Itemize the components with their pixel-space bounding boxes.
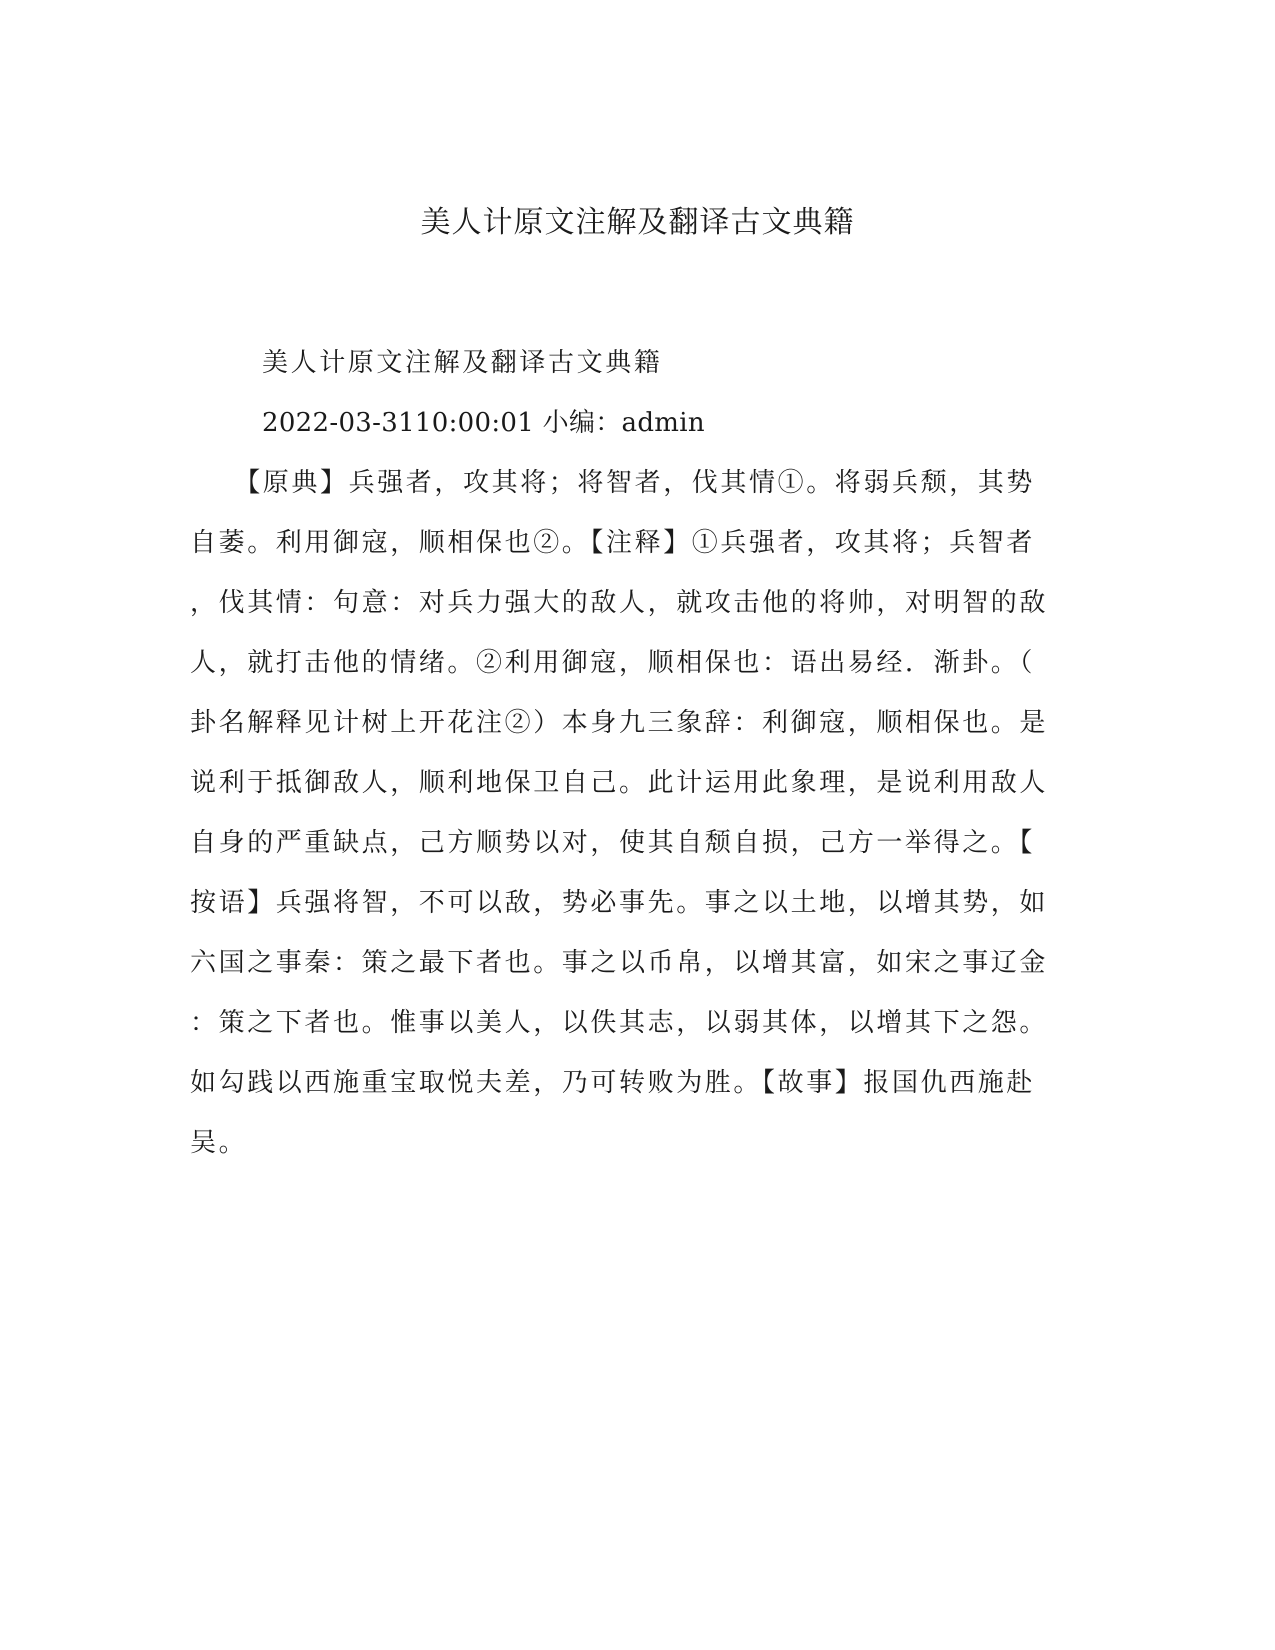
text-line: 按语】兵强将智，不可以敌，势必事先。事之以土地，以增其势，如	[190, 888, 1049, 918]
page-title: 美人计原文注解及翻译古文典籍	[420, 205, 855, 240]
article-meta: 2022-03-3110:00:01 小编：admin	[262, 408, 705, 438]
text-line: 人，就打击他的情绪。②利用御寇，顺相保也：语出易经．渐卦。（	[190, 648, 1036, 678]
text-line: 如勾践以西施重宝取悦夫差，乃可转败为胜。【故事】报国仇西施赴	[190, 1068, 1036, 1098]
document-body	[190, 333, 1080, 1173]
text-line: 六国之事秦：策之最下者也。事之以币帛，以增其富，如宋之事辽金	[190, 948, 1049, 978]
article-paragraph	[190, 453, 1080, 1173]
text-line: ：策之下者也。惟事以美人，以佚其志，以弱其体，以增其下之怨。	[190, 1008, 1049, 1038]
text-line: 吴。	[190, 1128, 248, 1158]
text-line: 自身的严重缺点，己方顺势以对，使其自颓自损，己方一举得之。【	[190, 828, 1036, 858]
text-line: ，伐其情：句意：对兵力强大的敌人，就攻击他的将帅，对明智的敌	[190, 588, 1049, 618]
text-line: 卦名解释见计树上开花注②）本身九三象辞：利御寇，顺相保也。是	[190, 708, 1049, 738]
article-subtitle: 美人计原文注解及翻译古文典籍	[262, 348, 663, 378]
text-line: 说利于抵御敌人，顺利地保卫自己。此计运用此象理，是说利用敌人	[190, 768, 1049, 798]
text-line: 【原典】兵强者，攻其将；将智者，伐其情①。将弱兵颓，其势	[190, 468, 1036, 498]
text-line: 自萎。利用御寇，顺相保也②。【注释】①兵强者，攻其将；兵智者	[190, 528, 1036, 558]
